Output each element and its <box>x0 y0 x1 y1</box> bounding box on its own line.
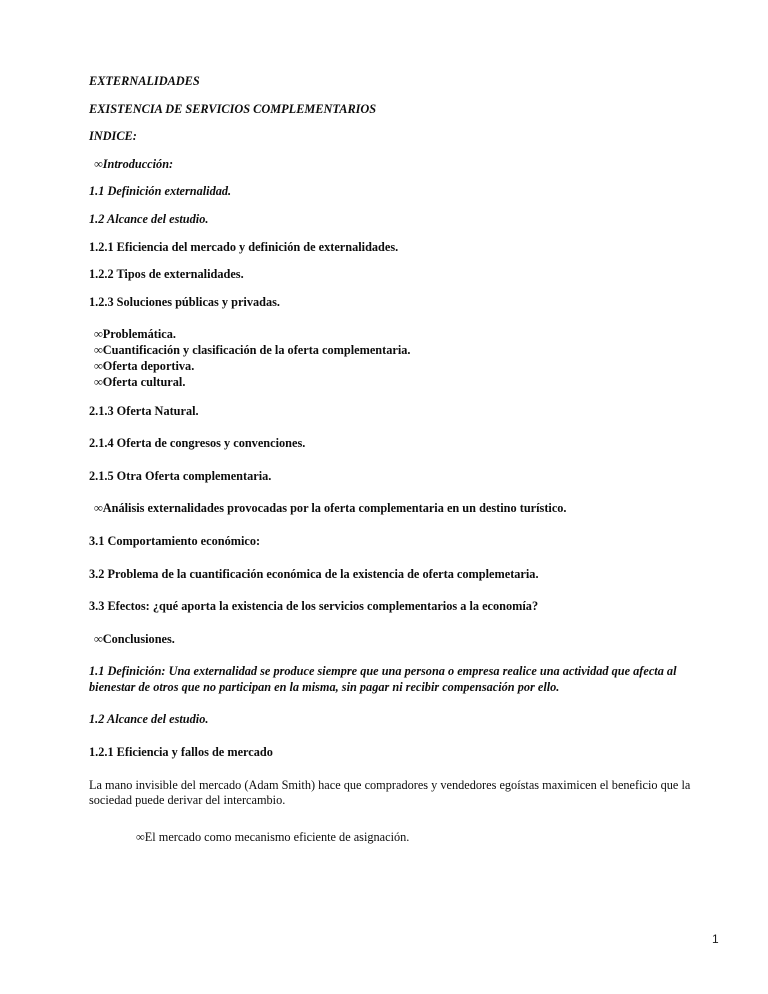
document-subtitle: EXISTENCIA DE SERVICIOS COMPLEMENTARIOS <box>89 101 377 116</box>
index-item-3-1: 3.1 Comportamiento económico: <box>89 533 261 548</box>
index-bullet-conclusiones: ∞Conclusiones. <box>94 631 175 646</box>
body-bullet-market-mechanism: ∞El mercado como mecanismo eficiente de asignación. <box>136 829 410 844</box>
index-sub-bullet-oferta-cultural: ∞Oferta cultural. <box>94 374 186 389</box>
document-body <box>89 74 723 858</box>
index-item-introduccion: ∞Introducción: <box>94 156 174 171</box>
index-sub-bullet-group <box>89 327 723 390</box>
index-item-1-2-3: 1.2.3 Soluciones públicas y privadas. <box>89 294 280 309</box>
index-sub-bullet-cuantificacion: ∞Cuantificación y clasificación de la oferta complementaria. <box>94 343 411 358</box>
index-item-1-2-2: 1.2.2 Tipos de externalidades. <box>89 267 244 282</box>
body-paragraph-invisible-hand: La mano invisible del mercado (Adam Smith) hace que compradores y vendedores egoístas maximicen el beneficio que la sociedad puede derivar del intercambio. <box>89 777 694 808</box>
index-item-3-3: 3.3 Efectos: ¿qué aporta la existencia de los servicios complementarios a la economía? <box>89 599 539 614</box>
document-title: EXTERNALIDADES <box>89 74 200 88</box>
index-item-3-2: 3.2 Problema de la cuantificación económica de la existencia de oferta complemetaria. <box>89 566 539 581</box>
index-item-2-1-4: 2.1.4 Oferta de congresos y convenciones. <box>89 436 306 451</box>
index-item-1-2-1: 1.2.1 Eficiencia del mercado y definición de externalidades. <box>89 239 399 254</box>
index-heading: INDICE: <box>89 129 137 144</box>
index-sub-bullet-oferta-deportiva: ∞Oferta deportiva. <box>94 358 195 373</box>
body-heading-1-2-1: 1.2.1 Eficiencia y fallos de mercado <box>89 745 273 760</box>
index-item-2-1-5: 2.1.5 Otra Oferta complementaria. <box>89 468 272 483</box>
body-definition-1-1: 1.1 Definición: Una externalidad se produce siempre que una persona o empresa realice una actividad que afecta al bienestar de otros que no participan en la misma, sin pagar ni recibir compensación por ello. <box>89 664 680 694</box>
index-item-1-2: 1.2 Alcance del estudio. <box>89 211 209 226</box>
index-item-2-1-3: 2.1.3 Oferta Natural. <box>89 403 199 418</box>
index-sub-bullet-problematica: ∞Problemática. <box>94 327 176 342</box>
body-heading-1-2: 1.2 Alcance del estudio. <box>89 712 209 727</box>
page-number: 1 <box>712 932 719 946</box>
index-bullet-analisis-externalidades: ∞Análisis externalidades provocadas por la oferta complementaria en un destino turístico. <box>94 501 567 516</box>
index-item-1-1: 1.1 Definición externalidad. <box>89 184 232 199</box>
